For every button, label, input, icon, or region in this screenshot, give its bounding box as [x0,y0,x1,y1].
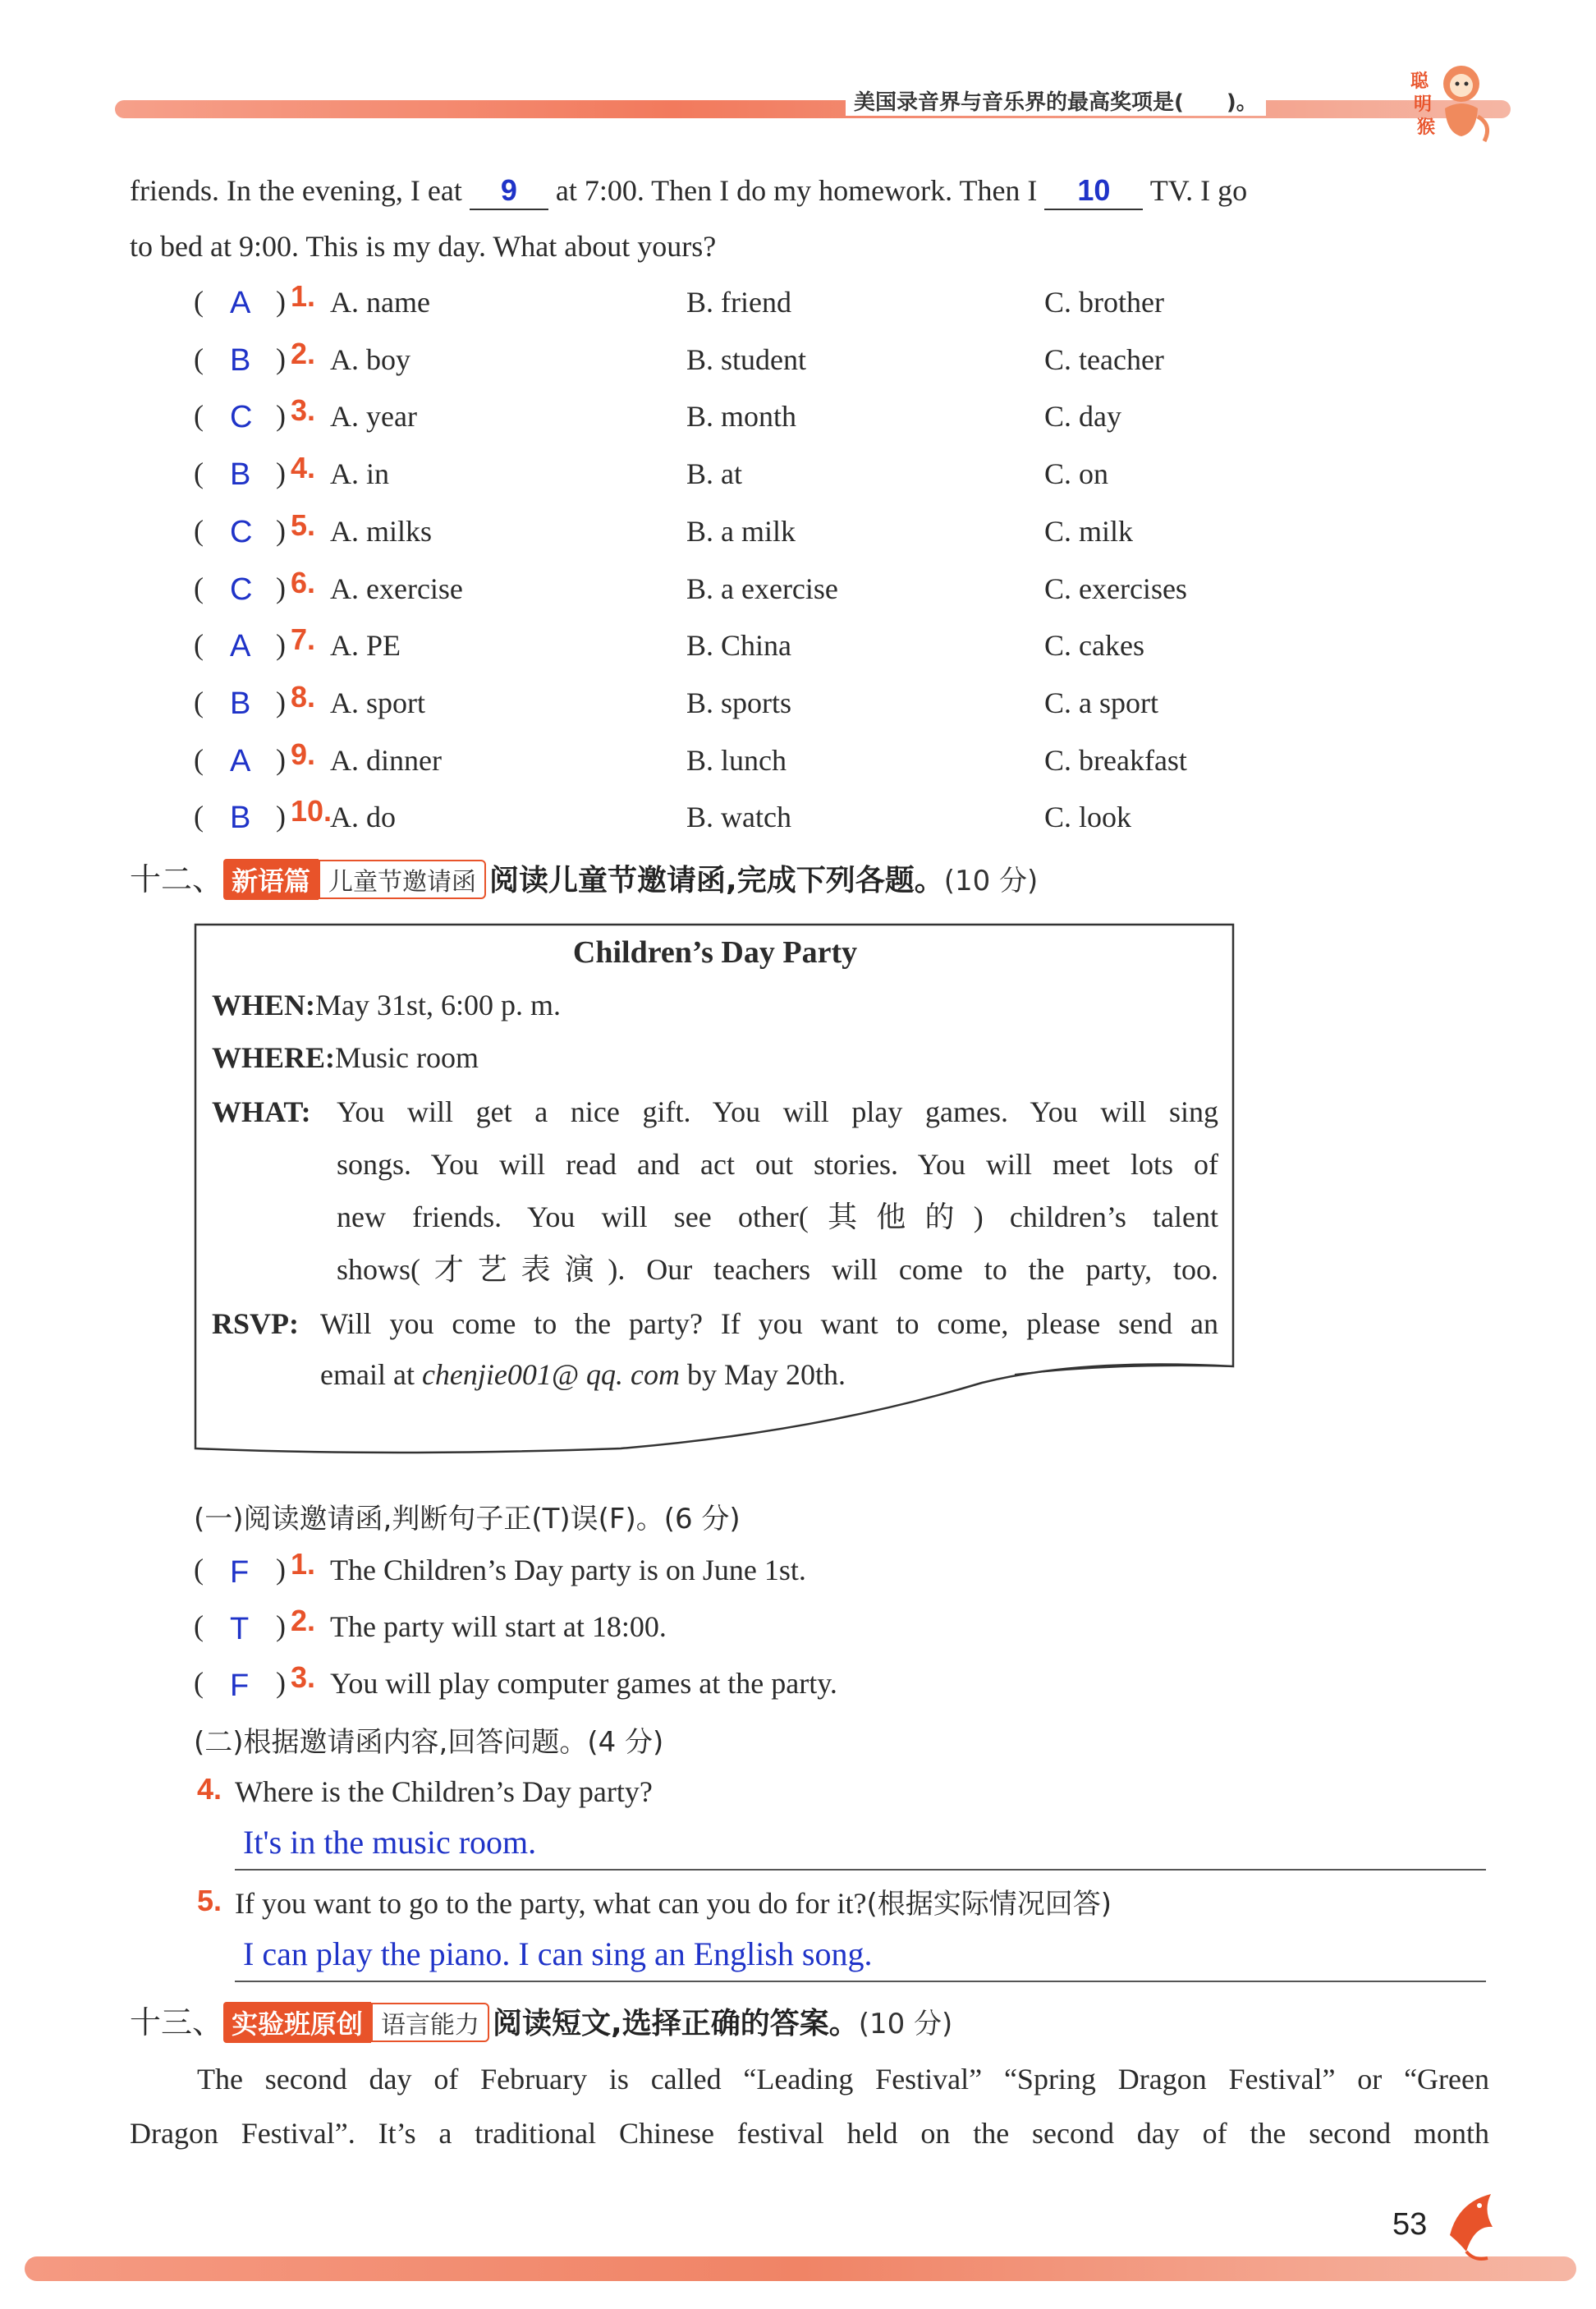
paren-open: ( [194,1553,204,1586]
blank-9: 9 [470,172,548,210]
option-b: B. at [686,457,742,490]
section-12-heading [130,854,1038,900]
paren-open: ( [194,1609,204,1642]
paren-close: ) [276,457,286,489]
question-number: 10. [291,794,332,828]
what-line-1: You will get a nice gift. You will play games. You will sing [337,1095,1218,1128]
paren-open: ( [194,1666,204,1699]
question-number: 4. [291,451,316,484]
option-a: A. PE [330,629,401,662]
paren-close: ) [276,285,286,318]
svg-text:聪: 聪 [1410,71,1429,92]
question-number: 9. [291,737,316,771]
passage-line-1: The second day of February is called “Leading Festival” “Spring Dragon Festival” or “Green [197,2063,1489,2096]
answer-letter: C [230,572,253,607]
paren-close: ) [276,1609,286,1642]
paren-open: ( [194,743,204,776]
rsvp-line-2 [320,1356,846,1393]
section-subtag: 儿童节邀请函 [319,860,486,899]
question-number: 2. [291,337,316,370]
option-c: C. brother [1044,286,1164,319]
page-number: 53 [1392,2207,1428,2242]
what-label: WHAT: [212,1095,311,1128]
option-a: A. boy [330,343,410,376]
answer-letter: A [230,629,251,663]
passage-line-2: Dragon Festival”. It’s a traditional Chinese festival held on the second day of the second month [130,2117,1489,2150]
paren-open: ( [194,686,204,718]
blank-10: 10 [1044,172,1143,210]
tf-answer: T [230,1612,250,1646]
section-tag: 新语篇 [223,859,319,900]
invitation-title: Children’s Day Party [572,935,858,970]
option-c: C. on [1044,457,1109,490]
q5-question: If you want to go to the party, what can you do for it? [235,1887,867,1920]
answer-letter: C [230,400,253,434]
paren-close: ) [276,572,286,604]
option-a: A. dinner [330,744,442,777]
q4-text: Where is the Children’s Day party? [235,1775,653,1808]
header-trivia: 美国录音界与音乐界的最高奖项是( )。 [846,85,1266,116]
paren-close: ) [276,1553,286,1586]
paren-close: ) [276,743,286,776]
section-number: 十二、 [130,861,224,897]
paren-close: ) [276,514,286,547]
section-title: 阅读短文,选择正确的答案。 [493,2007,859,2040]
tf-answer: F [230,1555,250,1590]
invitation-where [212,1040,479,1076]
intro-line-2: to bed at 9:00. This is my day. What about yours? [130,230,717,263]
option-a: A. in [330,457,389,490]
question-number: 3. [291,393,316,427]
option-b: B. friend [686,286,791,319]
option-b: B. lunch [686,744,787,777]
question-number: 7. [291,622,316,656]
what-line-3: new friends. You will see other(其他的) children’s talent [337,1200,1218,1233]
q5-note: (根据实际情况回答) [866,1888,1112,1921]
option-a: A. name [330,286,430,319]
option-c: C. teacher [1044,343,1164,376]
when-value: May 31st, 6:00 p. m. [315,989,562,1021]
what-line-4: shows(才艺表演). Our teachers will come to the party, too. [337,1253,1218,1286]
svg-text:明: 明 [1414,94,1433,115]
where-label: WHERE: [212,1041,336,1074]
option-c: C. look [1044,801,1132,833]
dolphin-icon [1442,2186,1507,2268]
option-c: C. exercises [1044,572,1187,605]
question-number: 5. [291,508,316,542]
answer-letter: B [230,801,251,835]
section-13-heading [130,1997,952,2043]
header-decor-bar [115,100,1511,118]
option-a: A. milks [330,515,433,548]
option-b: B. student [686,343,807,376]
answer-letter: B [230,686,251,721]
question-number: 1. [291,279,316,313]
paren-open: ( [194,800,204,833]
q5-answer: I can play the piano. I can sing an English song. [243,1935,873,1972]
section-tag: 实验班原创 [223,2002,371,2043]
section-score: (10 分) [858,2008,953,2040]
rsvp-email-prefix: email at [320,1358,415,1391]
option-b: B. sports [686,686,792,719]
section-score: (10 分) [943,865,1039,897]
tf-statement: The party will start at 18:00. [330,1610,667,1643]
option-b: B. a exercise [686,572,838,605]
q5-answer-line [235,1981,1486,1982]
answer-letter: A [230,286,251,320]
paren-open: ( [194,514,204,547]
option-c: C. breakfast [1044,744,1187,777]
q4-number: 4. [197,1772,222,1806]
part2-heading: (二)根据邀请函内容,回答问题。(4 分) [194,1726,664,1759]
part1-heading: (一)阅读邀请函,判断句子正(T)误(F)。(6 分) [194,1503,741,1536]
option-c: C. cakes [1044,629,1144,662]
paren-close: ) [276,800,286,833]
section-title: 阅读儿童节邀请函,完成下列各题。 [489,864,944,897]
rsvp-label: RSVP: [212,1307,299,1340]
tf-statement: You will play computer games at the party. [330,1667,837,1700]
question-number: 6. [291,566,316,599]
when-label: WHEN: [212,989,315,1021]
paren-close: ) [276,1666,286,1699]
option-c: C. a sport [1044,686,1158,719]
invitation-card [194,923,1236,1457]
intro-text-a: friends. In the evening, I eat [130,174,462,207]
rsvp-line-1: Will you come to the party? If you want to come, please send an [320,1307,1218,1340]
paren-open: ( [194,457,204,489]
where-value: Music room [335,1041,479,1074]
option-a: A. sport [330,686,425,719]
tf-number: 3. [291,1660,316,1694]
paren-close: ) [276,399,286,432]
tf-number: 1. [291,1547,316,1581]
q5-number: 5. [197,1884,222,1917]
paren-open: ( [194,342,204,375]
answer-letter: C [230,515,253,549]
tf-number: 2. [291,1604,316,1637]
tf-statement: The Children’s Day party is on June 1st. [330,1554,806,1586]
option-c: C. milk [1044,515,1134,548]
question-number: 8. [291,680,316,714]
paren-close: ) [276,342,286,375]
option-b: B. month [686,400,797,433]
section-subtag: 语言能力 [371,2003,489,2042]
rsvp-deadline: by May 20th. [687,1358,846,1391]
intro-text-c: TV. I go [1149,174,1248,207]
option-a: A. year [330,400,417,433]
invitation-when [212,987,561,1023]
option-c: C. day [1044,400,1121,433]
paren-open: ( [194,399,204,432]
q4-answer-line [235,1869,1486,1871]
paren-open: ( [194,285,204,318]
option-a: A. do [330,801,396,833]
answer-letter: B [230,343,251,378]
svg-text:猴: 猴 [1417,117,1436,138]
option-a: A. exercise [330,572,463,605]
monkey-mascot-icon [1396,51,1494,149]
option-b: B. China [686,629,792,662]
what-line-2: songs. You will read and act out stories. You will meet lots of [337,1148,1218,1181]
paren-open: ( [194,572,204,604]
option-b: B. a milk [686,515,796,548]
q5-text [235,1885,1112,1922]
option-b: B. watch [686,801,791,833]
tf-answer: F [230,1669,250,1703]
q4-answer: It's in the music room. [243,1824,537,1861]
section-number: 十三、 [130,2004,224,2040]
rsvp-email: chenjie001@ qq. com [421,1358,680,1391]
footer-decor-bar [25,2256,1576,2281]
intro-text-b: at 7:00. Then I do my homework. Then I [555,174,1038,207]
paren-open: ( [194,628,204,661]
intro-line-1 [130,172,1247,210]
answer-letter: A [230,744,251,778]
paren-close: ) [276,686,286,718]
answer-letter: B [230,457,251,492]
paren-close: ) [276,628,286,661]
